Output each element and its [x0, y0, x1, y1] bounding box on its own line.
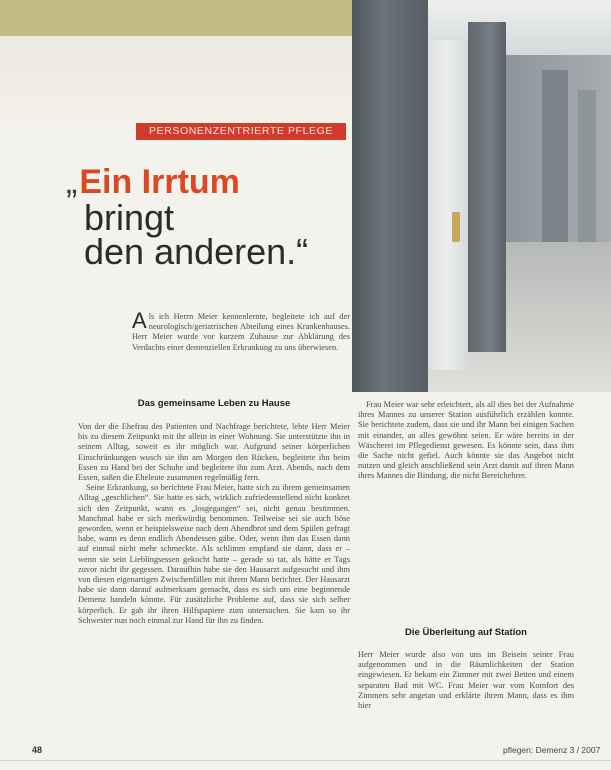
door-handle-icon: [452, 212, 460, 242]
body-column-right: [358, 400, 574, 482]
drop-cap: A: [132, 308, 147, 333]
paragraph: Von der die Ehefrau des Patienten und Nachfrage berichtete, lebte Herr Meier bis zu diesem Zeitpunkt mit ihr allein in einer Wohnung. Sie unterstützte ihn in seinem Alltag, soweit es ihr möglich war. Aufgrund seiner körperlichen Einschränkungen wusch sie ihn am Morgen den Rücken, begleitete ihn beim Essen zu Hand bei der Schuhe und begleitete ihn zum Arzt. Abends, nach dem Essen, saßen die Eheleute zusammen regelmäßig fern.: [78, 422, 350, 483]
paragraph: Herr Meier wurde also von uns im Beisein seiner Frau aufgenommen und in die Räumlichkeiten der Station eingewiesen. Er bekam ein Zimmer mit zwei Betten und einem separaten Bad mit WC. Frau Meier war vom Komfort des Zimmers sehr angetan und erklärte ihrem Mann, dass es ihm hier: [358, 650, 574, 711]
article-lead: [132, 308, 350, 353]
footer-rule: [0, 760, 611, 761]
journal-reference: pflegen: Demenz 3 / 2007: [503, 745, 601, 755]
headline-line-2: bringt: [84, 197, 175, 238]
section-heading-transfer: Die Überleitung auf Station: [405, 627, 527, 638]
paragraph: Frau Meier war sehr erleichtert, als all dies bei der Aufnahme ihres Mannes zu unserer Station ausführlich erzählen konnte. Sie berichtete zudem, dass sie und ihr Mann bei einigen Sachen mit einander, an alles gewöhnt seien. Er wäre bereits in der Wäscherei im Pflegedienst gewesen. Es könnte sein, dass ihm die Sache nicht gefiel. Auch könnte sie das Angebot nicht nutzen und gleich anschließend sein Arzt damit auf ihren Mann ihres Mannes die Bindung, die nicht Bereichehrer.: [358, 400, 574, 481]
headline-line-1: [66, 163, 366, 201]
hospital-corridor-photo: [352, 0, 611, 392]
photo-door-frame: [422, 40, 470, 370]
photo-open-door: [468, 22, 506, 352]
headline-open-quote: „: [66, 163, 78, 201]
header-color-band: [0, 0, 352, 36]
body-column-left: [78, 422, 350, 626]
headline-line-3: den anderen.“: [84, 231, 309, 272]
headline-line-1-text: Ein Irrtum: [79, 163, 240, 201]
article-headline: [66, 163, 366, 272]
body-column-right-lower: [358, 650, 574, 711]
section-heading-home: Das gemeinsame Leben zu Hause: [137, 398, 291, 409]
lead-text: ls ich Herrn Meier kennenlernte, begleitete ich auf der neurologisch/geriatrischen Abteilung eines Krankenhauses. Herr Meier wurde vor kurzem Zuhause zur Abklärung des Verdachts einer demenziellen Erkrankung zu uns überwiesen.: [132, 312, 350, 352]
section-kicker: PERSONENZENTRIERTE PFLEGE: [136, 123, 346, 140]
paragraph: Seine Erkrankung, so berichtete Frau Meier, hatte sich zu ihrem gemeinsamen Alltag „geschlichen“. Sie hatte es sich, wirklich zufriedenstellend nicht konkret sich den Zeitpunkt, wann es „losgegangen“ sei, nicht genau bestimmen. Manchmal habe er sich merkwürdig benommen. Teilweise sei sie auch böse geworden, wenn er beispielsweise nach dem Abendbrot und dem Spülen gefragt habe, wann es denn endlich Abendessen gäbe. Oder, wenn ihm das Essen dann auf einmal nicht mehr schmeckte. Als schlimm empfand sie dann, dass er – wenn sie sein Lieblingsessen gekocht hatte – gerade so tat, als hätte er Tags zuvor nicht ihr gegessen. Daraufhin habe sie den Hausarzt aufgesucht und ihm von diesen eigenartigen Zwischenfällen mit ihrem Mann berichtet. Der Hausarzt habe sie dann darauf aufmerksam gemacht, dass es sich um eine beginnende Demenz handeln könnte. Für zusätzliche Probleme auf, dass sie sich selber körperlich. Er gab ihr ihren Hilfspapiere zum untersuchen. Sie kam so ihr Schwester nun noch einmal zur Hand für ihn zu finden.: [78, 483, 350, 625]
page-number: 48: [32, 745, 43, 755]
header-fade: [0, 36, 352, 131]
